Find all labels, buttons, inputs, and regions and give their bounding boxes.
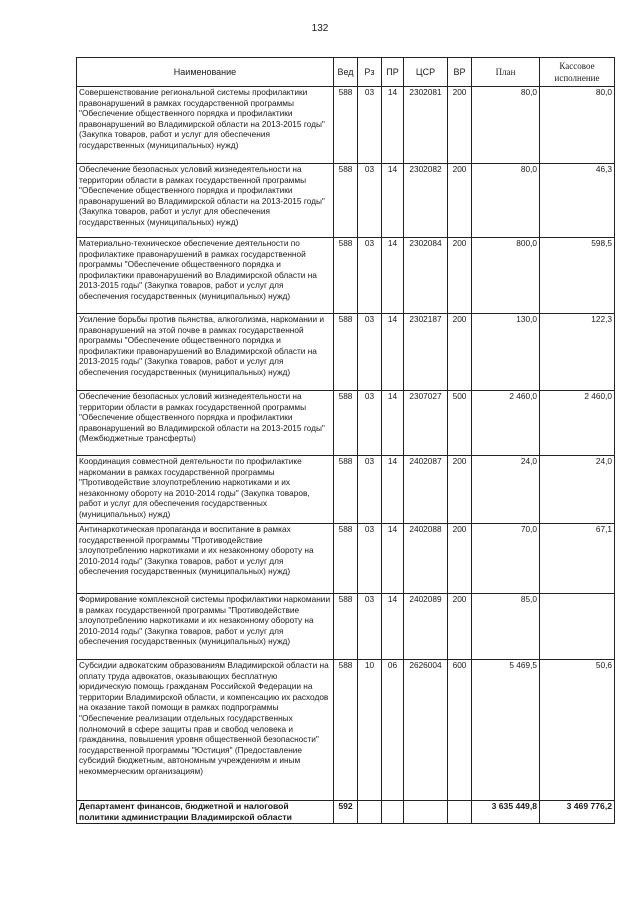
row-csr: 2302081 xyxy=(404,87,448,164)
table-row xyxy=(77,391,615,456)
row-ved: 588 xyxy=(334,660,358,801)
row-pr: 14 xyxy=(382,391,404,456)
row-kass: 67,1 xyxy=(540,524,615,594)
row-csr: 2302082 xyxy=(404,164,448,238)
header-vr: ВР xyxy=(448,58,472,87)
header-name: Наименование xyxy=(77,58,334,87)
row-rz: 10 xyxy=(358,660,382,801)
row-pr: 14 xyxy=(382,524,404,594)
row-ved: 588 xyxy=(334,456,358,524)
row-kass: 80,0 xyxy=(540,87,615,164)
row-kass: 122,3 xyxy=(540,314,615,391)
row-name: Обеспечение безопасных условий жизнедеятельности на территории области в рамках государственной программы "Обеспечение общественного порядка и профилактики правонарушений во Владимирской области на 2013-2015 годы" (Закупка товаров, работ и услуг для обеспечения государственных (муниципальных) нужд) xyxy=(77,164,334,238)
row-plan: 85,0 xyxy=(472,594,540,660)
row-kass xyxy=(540,594,615,660)
row-csr: 2307027 xyxy=(404,391,448,456)
row-name: Формирование комплексной системы профилактики наркомании в рамках государственной программы "Противодействие злоупотреблению наркотиками и их незаконному обороту на 2010-2014 годы" (Закупка товаров, работ и услуг для обеспечения государственных (муниципальных) нужд) xyxy=(77,594,334,660)
total-csr xyxy=(404,801,448,824)
total-rz xyxy=(358,801,382,824)
table-row xyxy=(77,456,615,524)
row-vr: 200 xyxy=(448,524,472,594)
row-csr: 2402089 xyxy=(404,594,448,660)
header-rz: Рз xyxy=(358,58,382,87)
row-rz: 03 xyxy=(358,391,382,456)
header-kass: Кассовое исполнение xyxy=(540,58,615,87)
row-pr: 14 xyxy=(382,87,404,164)
row-ved: 588 xyxy=(334,238,358,314)
total-pr xyxy=(382,801,404,824)
row-kass: 598,5 xyxy=(540,238,615,314)
total-ved: 592 xyxy=(334,801,358,824)
row-kass: 46,3 xyxy=(540,164,615,238)
table-header-row xyxy=(77,58,615,87)
header-plan: План xyxy=(472,58,540,87)
row-ved: 588 xyxy=(334,87,358,164)
total-vr xyxy=(448,801,472,824)
table-row xyxy=(77,238,615,314)
row-vr: 200 xyxy=(448,238,472,314)
row-kass: 24,0 xyxy=(540,456,615,524)
row-csr: 2402087 xyxy=(404,456,448,524)
budget-table xyxy=(76,57,615,824)
row-rz: 03 xyxy=(358,164,382,238)
total-name: Департамент финансов, бюджетной и налоговой политики администрации Владимирской области xyxy=(77,801,334,824)
table-row xyxy=(77,524,615,594)
row-kass: 50,6 xyxy=(540,660,615,801)
total-kass: 3 469 776,2 xyxy=(540,801,615,824)
row-plan: 80,0 xyxy=(472,164,540,238)
total-row xyxy=(77,801,615,824)
row-pr: 14 xyxy=(382,238,404,314)
row-csr: 2302084 xyxy=(404,238,448,314)
row-plan: 80,0 xyxy=(472,87,540,164)
table-row xyxy=(77,164,615,238)
row-pr: 14 xyxy=(382,594,404,660)
row-csr: 2402088 xyxy=(404,524,448,594)
row-pr: 14 xyxy=(382,314,404,391)
row-ved: 588 xyxy=(334,391,358,456)
row-plan: 5 469,5 xyxy=(472,660,540,801)
row-vr: 500 xyxy=(448,391,472,456)
row-plan: 24,0 xyxy=(472,456,540,524)
row-rz: 03 xyxy=(358,238,382,314)
row-name: Усиление борьбы против пьянства, алкоголизма, наркомании и правонарушений на этой почве в рамках государственной программы "Обеспечение общественного порядка и профилактики правонарушений во Владимирской области на 2013-2015 годы" (Закупка товаров, работ и услуг для обеспечения государственных (муниципальных) нужд) xyxy=(77,314,334,391)
row-name: Субсидии адвокатским образованиям Владимирской области на оплату труда адвокатов, оказывающих бесплатную юридическую помощь гражданам Российской Федерации на территории Владимирской области, и компенсацию их расходов на оказание такой помощи в рамках подпрограммы "Обеспечение реализации отдельных государственных полномочий в сфере защиты прав и свобод человека и гражданина, повышения уровня общественной безопасности" государственной программы "Юстиция" (Предоставление субсидий бюджетным, автономным учреждениям и иным некоммерческим организациям) xyxy=(77,660,334,801)
row-pr: 14 xyxy=(382,164,404,238)
row-vr: 200 xyxy=(448,164,472,238)
row-plan: 70,0 xyxy=(472,524,540,594)
row-name: Координация совместной деятельности по профилактике наркомании в рамках государственной программы "Противодействие злоупотреблению наркотиками и их незаконному обороту на 2010-2014 годы" (Закупка товаров, работ и услуг для обеспечения государственных (муниципальных) нужд) xyxy=(77,456,334,524)
row-rz: 03 xyxy=(358,594,382,660)
row-ved: 588 xyxy=(334,524,358,594)
row-kass: 2 460,0 xyxy=(540,391,615,456)
row-plan: 130,0 xyxy=(472,314,540,391)
row-pr: 06 xyxy=(382,660,404,801)
row-plan: 800,0 xyxy=(472,238,540,314)
row-csr: 2302187 xyxy=(404,314,448,391)
row-csr: 2626004 xyxy=(404,660,448,801)
table-row xyxy=(77,87,615,164)
row-ved: 588 xyxy=(334,594,358,660)
row-ved: 588 xyxy=(334,164,358,238)
header-ved: Вед xyxy=(334,58,358,87)
table-row xyxy=(77,660,615,801)
header-csr: ЦСР xyxy=(404,58,448,87)
row-rz: 03 xyxy=(358,314,382,391)
row-rz: 03 xyxy=(358,456,382,524)
row-rz: 03 xyxy=(358,524,382,594)
row-vr: 200 xyxy=(448,594,472,660)
row-rz: 03 xyxy=(358,87,382,164)
row-name: Совершенствование региональной системы профилактики правонарушений в рамках государственной программы "Обеспечение общественного порядка и профилактики правонарушений во Владимирской области на 2013-2015 годы" (Закупка товаров, работ и услуг для обеспечения государственных (муниципальных) нужд) xyxy=(77,87,334,164)
header-pr: ПР xyxy=(382,58,404,87)
row-name: Материально-техническое обеспечение деятельности по профилактике правонарушений в рамках государственной программы "Обеспечение общественного порядка и профилактики правонарушений во Владимирской области на 2013-2015 годы" (Закупка товаров, работ и услуг для обеспечения государственных (муниципальных) нужд) xyxy=(77,238,334,314)
row-vr: 200 xyxy=(448,87,472,164)
row-name: Антинаркотическая пропаганда и воспитание в рамках государственной программы "Противодействие злоупотреблению наркотиками и их незаконному обороту на 2010-2014 годы" (Закупка товаров, работ и услуг для обеспечения государственных (муниципальных) нужд) xyxy=(77,524,334,594)
table-row xyxy=(77,594,615,660)
total-plan: 3 635 449,8 xyxy=(472,801,540,824)
row-vr: 600 xyxy=(448,660,472,801)
row-name: Обеспечение безопасных условий жизнедеятельности на территории области в рамках государственной программы "Обеспечение общественного порядка и профилактики правонарушений во Владимирской области на 2013-2015 годы" (Межбюджетные трансферты) xyxy=(77,391,334,456)
row-pr: 14 xyxy=(382,456,404,524)
row-ved: 588 xyxy=(334,314,358,391)
row-plan: 2 460,0 xyxy=(472,391,540,456)
table-row xyxy=(77,314,615,391)
row-vr: 200 xyxy=(448,456,472,524)
row-vr: 200 xyxy=(448,314,472,391)
page-number: 132 xyxy=(311,23,329,34)
